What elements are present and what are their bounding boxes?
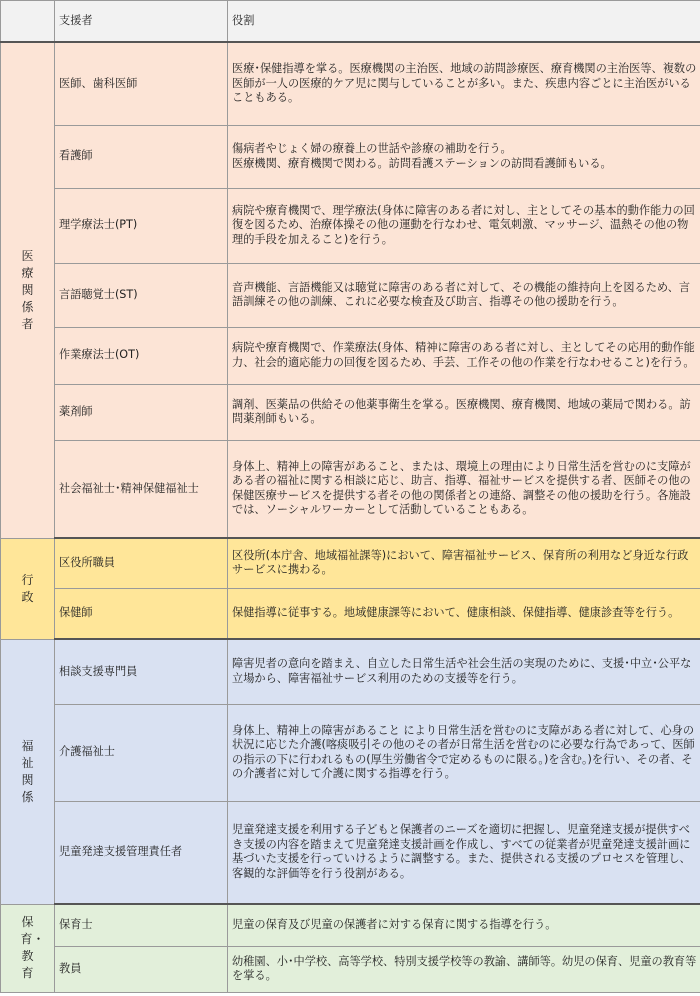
category-cell [1, 639, 55, 904]
group-medical [1, 42, 700, 538]
supporter-cell: 介護福祉士 [55, 704, 228, 801]
table-row [1, 440, 700, 538]
table-row [1, 263, 700, 327]
supporter-cell: 区役所職員 [55, 538, 228, 588]
supporter-cell: 薬剤師 [55, 384, 228, 440]
category-cell [1, 42, 55, 538]
role-cell: 傷病者やじょく婦の療養上の世話や診療の補助を行う。 医療機関、療育機関で関わる。訪問看護ステーションの訪問看護師もいる。 [228, 125, 700, 188]
header-supporter: 支援者 [55, 1, 228, 43]
category-label: 保育・教育 [20, 915, 45, 980]
table-row [1, 704, 700, 801]
category-cell [1, 538, 55, 639]
category-label: 医療関係者 [21, 248, 34, 331]
table-row [1, 946, 700, 992]
role-cell: 音声機能、言語機能又は聴覚に障害のある者に対して、その機能の維持向上を図るため、言語訓練その他の訓練、これに必要な検査及び助言、指導その他の援助を行う。 [228, 263, 700, 327]
table-row [1, 125, 700, 188]
supporter-cell: 保育士 [55, 904, 228, 946]
table-row [1, 384, 700, 440]
table-row [1, 801, 700, 904]
category-cell [1, 904, 55, 992]
supporter-cell: 教員 [55, 946, 228, 992]
header-category [1, 1, 55, 43]
table-row [1, 904, 700, 946]
table-row [1, 42, 700, 125]
role-cell: 病院や療育機関で、理学療法(身体に障害のある者に対し、主としてその基本的動作能力の回復を図るため、治療体操その他の運動を行なわせ、電気刺激、マッサージ、温熱その他の物理的手段を加えること)を行う。 [228, 188, 700, 263]
role-cell: 幼稚園、小･中学校、高等学校、特別支援学校等の教諭、講師等。幼児の保育、児童の教育等を掌る。 [228, 946, 700, 992]
role-cell: 児童発達支援を利用する子どもと保護者のニーズを適切に把握し、児童発達支援が提供すべき支援の内容を踏まえて児童発達支援計画を作成し、すべての従業者が児童発達支援計画に基づいた支援を行っていけるように調整する。また、提供される支援のプロセスを管理し、客観的な評価等を行う役割がある。 [228, 801, 700, 904]
group-education [1, 904, 700, 992]
supporter-cell: 社会福祉士･精神保健福祉士 [55, 440, 228, 538]
table-row [1, 588, 700, 639]
supporter-cell: 児童発達支援管理責任者 [55, 801, 228, 904]
header-role: 役割 [228, 1, 700, 43]
table-row [1, 327, 700, 384]
supporter-cell: 看護師 [55, 125, 228, 188]
header-row [1, 1, 700, 43]
group-admin [1, 538, 700, 639]
category-label: 行政 [21, 572, 34, 604]
table-row [1, 639, 700, 704]
role-cell: 身体上、精神上の障害があること、または、環境上の理由により日常生活を営むのに支障がある者の福祉に関する相談に応じ、助言、指導、福祉サービスを提供する者、医師その他の保健医療サービスを提供する者その他の関係者との連絡、調整その他の援助を行う。各施設では、ソーシャルワーカーとして活動していることもある。 [228, 440, 700, 538]
supporter-cell: 言語聴覚士(ST) [55, 263, 228, 327]
role-cell: 障害児者の意向を踏まえ、自立した日常生活や社会生活の実現のために、支援･中立･公平な立場から、障害福祉サービス利用のための支援等を行う。 [228, 639, 700, 704]
table-row [1, 188, 700, 263]
role-cell: 身体上、精神上の障害があること により日常生活を営むのに支障がある者に対して、心身の状況に応じた介護(喀痰吸引その他のその者が日常生活を営むのに必要な行為であって、医師の指示の下に行われるもの(厚生労働省令で定めるものに限る。)を含む。)を行い、その者、その介護者に対して介護に関する指導を行う。 [228, 704, 700, 801]
role-cell: 医療･保健指導を掌る。医療機関の主治医、地域の訪問診療医、療育機関の主治医等、複数の医師が一人の医療的ケア児に関与していることが多い。また、疾患内容ごとに主治医がいることもある。 [228, 42, 700, 125]
role-cell: 保健指導に従事する。地域健康課等において、健康相談、保健指導、健康診査等を行う。 [228, 588, 700, 639]
role-cell: 児童の保育及び児童の保護者に対する保育に関する指導を行う。 [228, 904, 700, 946]
supporter-cell: 作業療法士(OT) [55, 327, 228, 384]
table-row [1, 538, 700, 588]
supporter-cell: 保健師 [55, 588, 228, 639]
role-cell: 調剤、医薬品の供給その他薬事衛生を掌る。医療機関、療育機関、地域の薬局で関わる。訪問薬剤師もいる。 [228, 384, 700, 440]
role-cell: 区役所(本庁舎、地域福祉課等)において、障害福祉サービス、保育所の利用など身近な行政サービスに携わる。 [228, 538, 700, 588]
group-welfare [1, 639, 700, 904]
supporter-cell: 相談支援専門員 [55, 639, 228, 704]
category-label: 福祉関係 [21, 738, 34, 804]
supporter-cell: 医師、歯科医師 [55, 42, 228, 125]
role-cell: 病院や療育機関で、作業療法(身体、精神に障害のある者に対し、主としてその応用的動作能力、社会的適応能力の回復を図るため、手芸、工作その他の作業を行なわせること)を行う。 [228, 327, 700, 384]
supporter-cell: 理学療法士(PT) [55, 188, 228, 263]
